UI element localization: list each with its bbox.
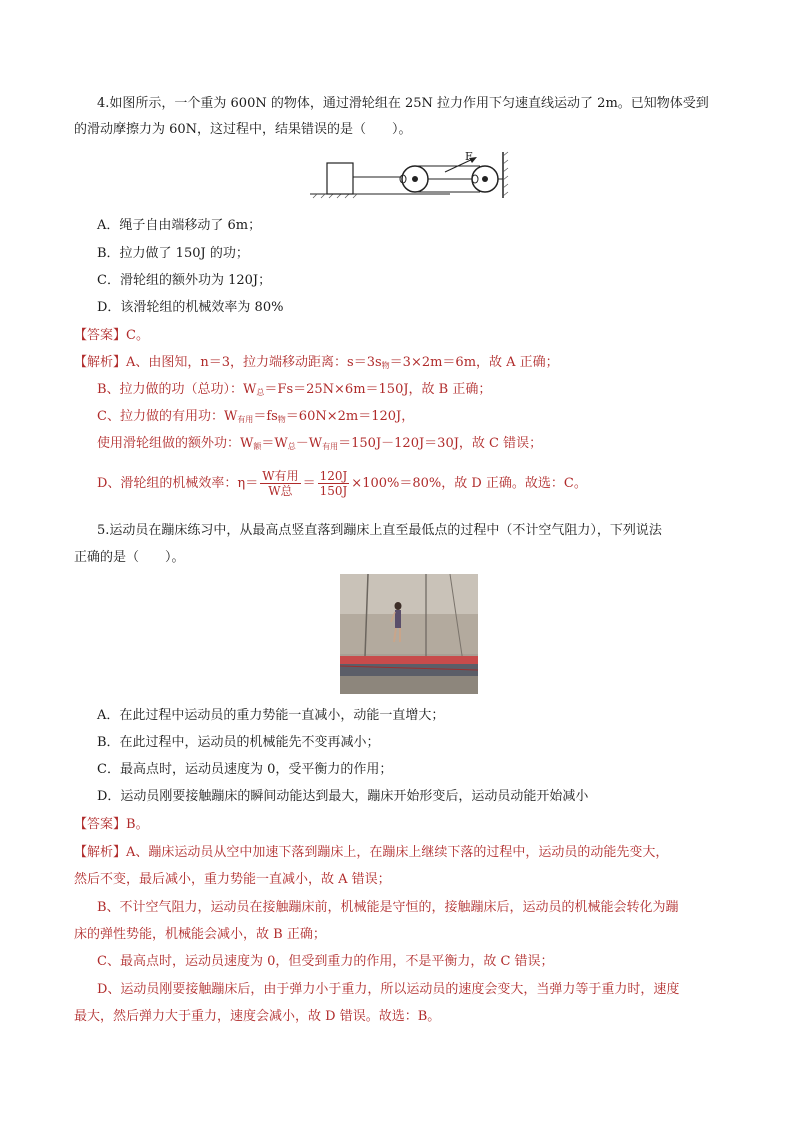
subscript: 有用: [237, 415, 254, 424]
q5-analysis-line-2: 然后不变，最后减小，重力势能一直减小，故 A 错误；: [74, 872, 391, 887]
q4-analysis-b: [97, 380, 491, 403]
fraction-denominator: 150J: [319, 484, 348, 498]
efficiency-fraction: [260, 469, 300, 498]
analysis-text: ×100%＝80%，故 D 正确。故选：C。: [351, 476, 587, 491]
q4-stem-line-1: 4.如图所示，一个重为 600N 的物体，通过滑轮组在 25N 拉力作用下匀速直线运动了 2m。已知物体受到: [97, 96, 709, 111]
analysis-text: ＝60N×2m＝120J，: [285, 409, 415, 424]
analysis-text: ＝150J－120J＝30J，故 C 错误；: [338, 436, 543, 451]
analysis-text: A、蹦床运动员从空中加速下落到蹦床上，在蹦床上继续下落的过程中，运动员的动能先变大，: [126, 845, 669, 860]
q5-option-d: D．运动员刚要接触蹦床的瞬间动能达到最大，蹦床开始形变后，运动员动能开始减小: [97, 789, 589, 804]
subscript: 有用: [322, 442, 339, 451]
analysis-text: D、滑轮组的机械效率：η＝: [97, 476, 259, 491]
q5-analysis-line-3: B、不计空气阻力，运动员在接触蹦床前，机械能是守恒的，接触蹦床后，运动员的机械能会转化为蹦: [97, 900, 679, 915]
q4-analysis-a: [74, 353, 559, 376]
q5-analysis-line-1: [74, 843, 668, 863]
q4-analysis-c: [97, 407, 414, 430]
fraction-numerator: 120J: [319, 469, 348, 483]
answer-tag: 【答案】: [74, 328, 127, 343]
subscript: 物: [381, 361, 390, 370]
analysis-text: C、拉力做的有用功：W: [97, 409, 238, 424]
q4-option-c: C．滑轮组的额外功为 120J；: [97, 273, 272, 288]
q5-analysis-line-4: 床的弹性势能，机械能会减小，故 B 正确；: [74, 927, 326, 942]
value-fraction: [318, 469, 350, 498]
subscript: 额: [253, 442, 262, 451]
analysis-text: ＝Fs＝25N×6m＝150J，故 B 正确；: [264, 382, 492, 397]
subscript: 总: [287, 442, 296, 451]
analysis-text: ＝fs: [253, 409, 278, 424]
q5-option-a: A．在此过程中运动员的重力势能一直减小，动能一直增大；: [97, 708, 445, 723]
analysis-text: B、拉力做的功（总功）：W: [97, 382, 257, 397]
q4-stem-line-2: 的滑动摩擦力为 60N，这过程中，结果错误的是（ ）。: [74, 122, 412, 137]
analysis-text: A、由图知，n＝3，拉力端移动距离：s＝3s: [126, 355, 382, 370]
block-object: [327, 163, 353, 194]
pulley-figure: [305, 150, 515, 200]
answer-tag: 【答案】: [74, 817, 127, 832]
analysis-text: ＝3×2m＝6m，故 A 正确；: [389, 355, 559, 370]
analysis-text: 使用滑轮组做的额外功：W: [97, 436, 254, 451]
q5-option-c: C．最高点时，运动员速度为 0，受平衡力的作用；: [97, 762, 393, 777]
q4-analysis-d: [97, 468, 587, 500]
fraction-numerator: W有用: [262, 469, 299, 483]
q5-option-b: B．在此过程中，运动员的机械能先不变再减小；: [97, 735, 380, 750]
subscript: 物: [277, 415, 286, 424]
q4-option-a: A．绳子自由端移动了 6m；: [97, 218, 262, 233]
q5-stem-line-1: 5.运动员在蹦床练习中，从最高点竖直落到蹦床上直至最低点的过程中（不计空气阻力），下列说法: [97, 523, 662, 538]
equals-sign: ＝: [302, 476, 316, 491]
answer-value: C。: [126, 328, 149, 343]
q5-analysis-line-7: 最大，然后弹力大于重力，速度会减小，故 D 错误。故选：B。: [74, 1009, 441, 1024]
analysis-tag: 【解析】: [74, 845, 127, 860]
subscript: 总: [256, 388, 265, 397]
analysis-text: －W: [295, 436, 323, 451]
q4-analysis-c2: [97, 434, 542, 457]
q4-option-b: B．拉力做了 150J 的功；: [97, 246, 249, 261]
analysis-tag: 【解析】: [74, 355, 127, 370]
q5-answer: [74, 815, 149, 835]
q4-option-d: D．该滑轮组的机械效率为 80%: [97, 300, 284, 315]
analysis-text: ＝W: [261, 436, 288, 451]
q5-analysis-line-5: C、最高点时，运动员速度为 0，但受到重力的作用，不是平衡力，故 C 错误；: [97, 954, 554, 969]
force-label: F: [465, 150, 473, 163]
q5-stem-line-2: 正确的是（ ）。: [74, 550, 185, 565]
answer-value: B。: [126, 817, 149, 832]
trampoline-photo: [340, 574, 478, 694]
fraction-denominator: W总: [268, 484, 293, 498]
q4-answer: [74, 326, 149, 346]
q5-analysis-line-6: D、运动员刚要接触蹦床后，由于弹力小于重力，所以运动员的速度会变大，当弹力等于重力时，速度: [97, 982, 680, 997]
